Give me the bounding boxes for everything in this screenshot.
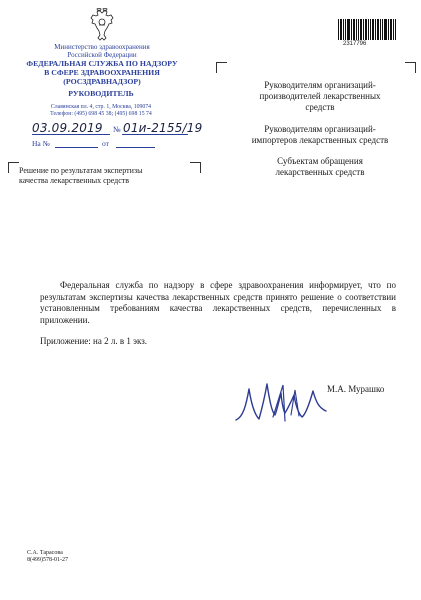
reference-line [32,139,192,151]
addressee-1-line-2: производителей лекарственных [259,91,381,101]
addressee-2-line-2: импортеров лекарственных средств [251,135,389,145]
document-subject [19,166,189,186]
from-label: от [102,139,109,148]
emblem-icon [87,8,117,44]
registration-number-prefix: № [113,125,121,134]
agency-line-3: (РОСЗДРАВНАДЗОР) [63,77,141,86]
signatory-name: М.А. Мурашко [327,384,385,394]
reference-underline [55,147,98,148]
addressee-2-line-1: Руководителям организаций- [264,124,376,134]
from-underline [116,147,155,148]
agency-name [20,59,184,86]
barcode [338,19,397,40]
registration-date: 03.09.2019 [32,121,103,135]
executor-phone: 8(499)578-01-27 [27,557,68,563]
addressee-3-line-1: Субъектам обращения [277,156,363,166]
ministry-line-2: Российской Федерации [67,51,137,59]
role-title: РУКОВОДИТЕЛЬ [68,89,134,98]
reference-label: На № [32,139,50,148]
subject-left-bracket [8,162,19,173]
agency-line-1: ФЕДЕРАЛЬНАЯ СЛУЖБА ПО НАДЗОРУ [26,59,178,68]
ministry-name [32,43,172,59]
executor-block [27,550,68,564]
ministry-line-1: Министерство здравоохранения [54,43,150,51]
letter-body [40,280,396,326]
addressee-importers [240,124,400,146]
signature-icon [233,377,329,429]
subject-right-bracket [190,162,201,173]
executor-name: С.А. Тарасова [27,550,63,556]
address-line-1: Славянская пл. 4, стр. 1, Москва, 109074 [50,104,152,110]
registration-line [32,121,203,140]
barcode-number: 2317796 [343,41,367,47]
subject-line-2: качества лекарственных средств [19,176,130,185]
subject-line-1: Решение по результатам экспертизы [19,166,143,175]
addressee-right-bracket [405,62,416,73]
appendix-note: Приложение: на 2 л. в 1 экз. [40,336,148,346]
body-paragraph: Федеральная служба по надзору в сфере здравоохранения информирует, что по результатам экспертизы качества лекарственных средств принято решение о соответствии установленным требованиям качества лекарственных средств, перечисленных в приложении. [40,280,396,325]
addressee-circulation-subjects [240,156,400,178]
agency-address [24,104,178,118]
addressee-3-line-2: лекарственных средств [275,167,365,177]
agency-line-2: В СФЕРЕ ЗДРАВООХРАНЕНИЯ [44,68,160,77]
address-line-2: Телефон: (495) 698 45 38; (495) 698 15 74 [50,111,152,117]
registration-number: 01и-2155/19 [123,121,203,135]
addressee-1-line-1: Руководителям организаций- [264,80,376,90]
addressee-manufacturers [240,80,400,113]
addressee-1-line-3: средств [305,102,335,112]
addressee-left-bracket [216,62,227,73]
